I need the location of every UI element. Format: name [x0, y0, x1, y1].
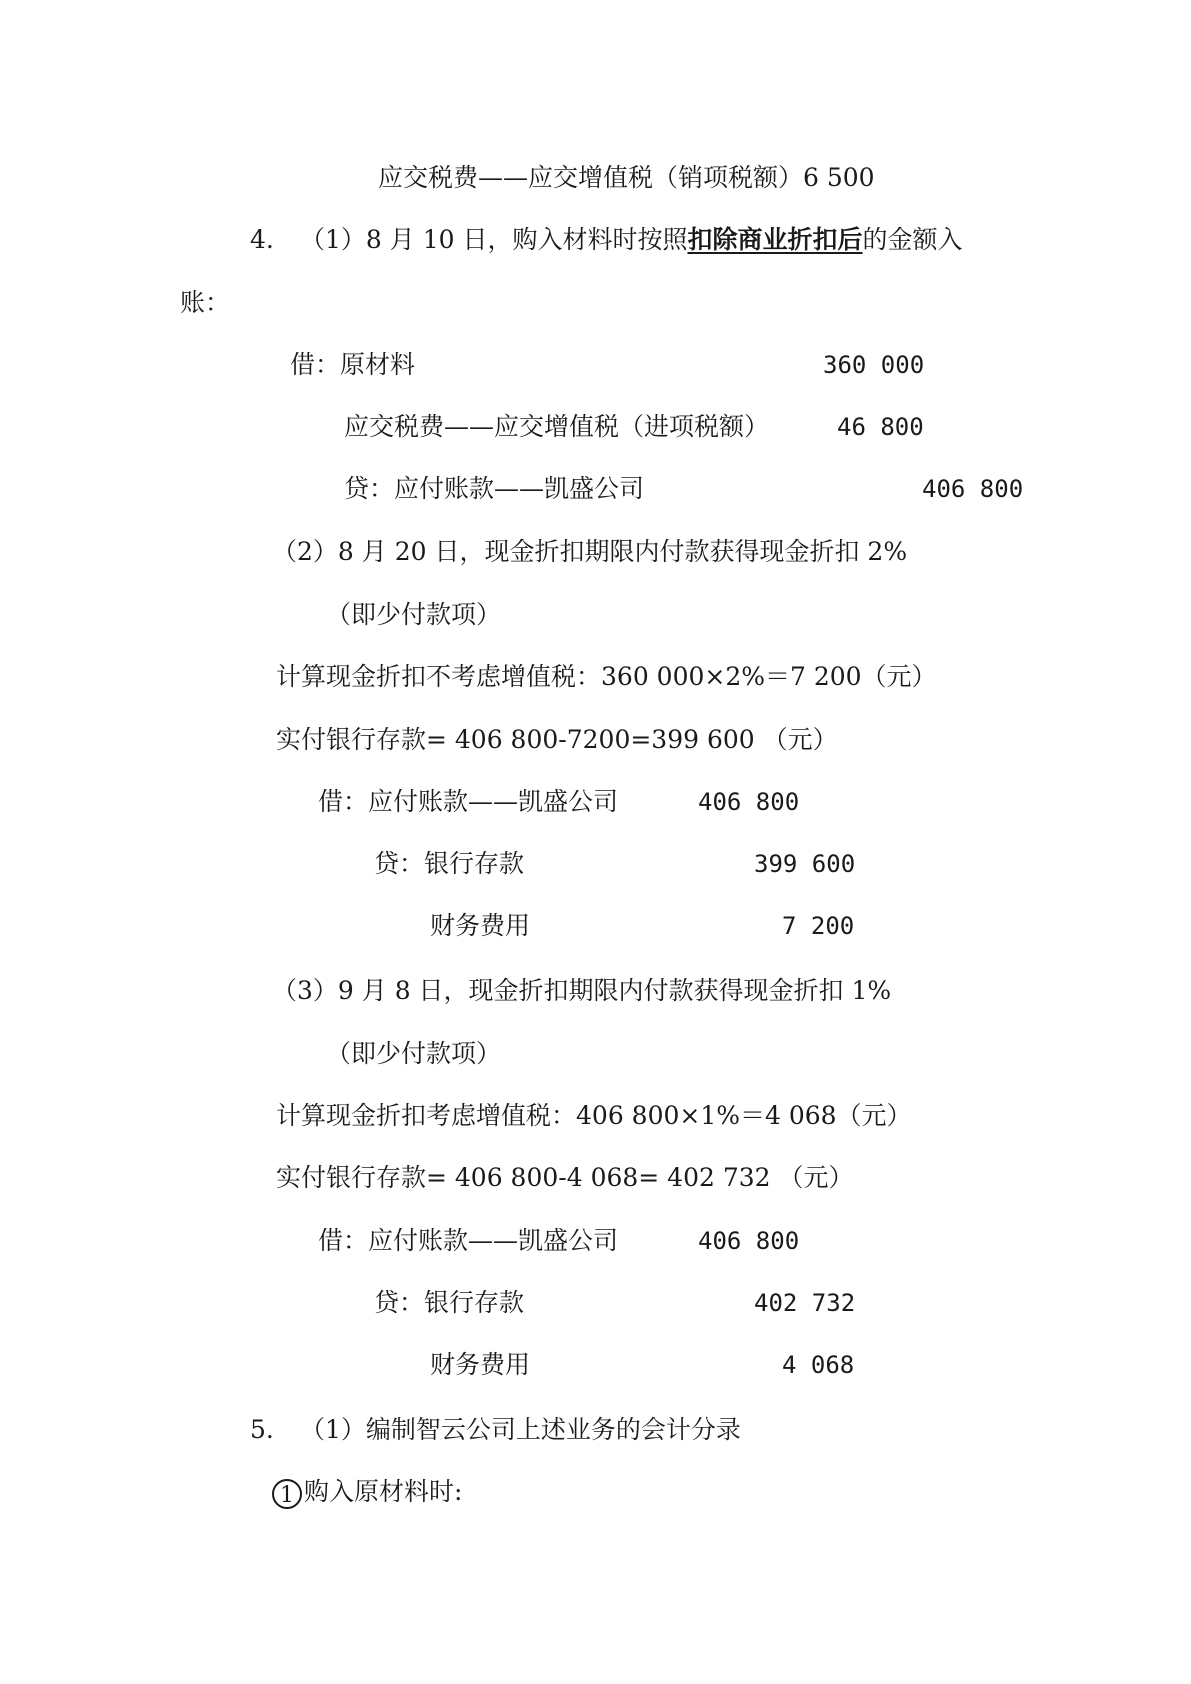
entry-label: 财务费用 — [430, 1350, 531, 1379]
text-span: 的金额入 — [862, 225, 963, 254]
item-number: 4. — [250, 225, 274, 254]
text-line: 应交税费——应交增值税（销项税额）6 500 — [378, 163, 875, 192]
section-title: （2）8 月 20 日，现金折扣期限内付款获得现金折扣 2% — [272, 537, 908, 566]
text-line: 计算现金折扣考虑增值税：406 800×1%＝4 068（元） — [276, 1101, 912, 1130]
text-span: （1）8 月 10 日，购入材料时按照 — [300, 225, 688, 254]
entry-amount: 7 200 — [782, 912, 855, 940]
entry-amount: 402 732 — [754, 1289, 856, 1317]
entry-amount: 4 068 — [782, 1351, 855, 1379]
text-line: 实付银行存款= 406 800-7200=399 600 （元） — [276, 725, 838, 754]
text-line: （即少付款项） — [326, 600, 502, 629]
item-number: 5. — [250, 1415, 274, 1444]
entry-amount: 406 800 — [698, 1227, 800, 1255]
entry-label: 贷：银行存款 — [374, 849, 525, 878]
emphasis-text: 扣除商业折扣后 — [687, 225, 863, 254]
text-span: 购入原材料时: — [304, 1477, 463, 1506]
circled-number-icon: 1 — [272, 1479, 302, 1509]
entry-label: 贷：应付账款——凯盛公司 — [344, 474, 645, 503]
section-title: （1）编制智云公司上述业务的会计分录 — [300, 1415, 741, 1444]
entry-amount: 46 800 — [837, 413, 924, 441]
text-line — [272, 1477, 462, 1509]
entry-amount: 399 600 — [754, 850, 856, 878]
entry-label: 借：应付账款——凯盛公司 — [318, 787, 619, 816]
entry-label: 借：应付账款——凯盛公司 — [318, 1226, 619, 1255]
entry-amount: 360 000 — [823, 351, 925, 379]
entry-label: 财务费用 — [430, 911, 531, 940]
section-title: （3）9 月 8 日，现金折扣期限内付款获得现金折扣 1% — [272, 976, 892, 1005]
text-line: 实付银行存款= 406 800-4 068= 402 732 （元） — [276, 1163, 854, 1192]
entry-amount: 406 800 — [698, 788, 800, 816]
entry-label: 贷：银行存款 — [374, 1288, 525, 1317]
entry-label: 借：原材料 — [290, 350, 416, 379]
text-line: （即少付款项） — [326, 1039, 502, 1068]
entry-amount: 406 800 — [922, 475, 1024, 503]
text-line: 账： — [180, 288, 231, 317]
text-line: 计算现金折扣不考虑增值税：360 000×2%＝7 200（元） — [276, 662, 937, 691]
text-line — [300, 225, 963, 255]
entry-label: 应交税费——应交增值税（进项税额） — [344, 412, 770, 441]
